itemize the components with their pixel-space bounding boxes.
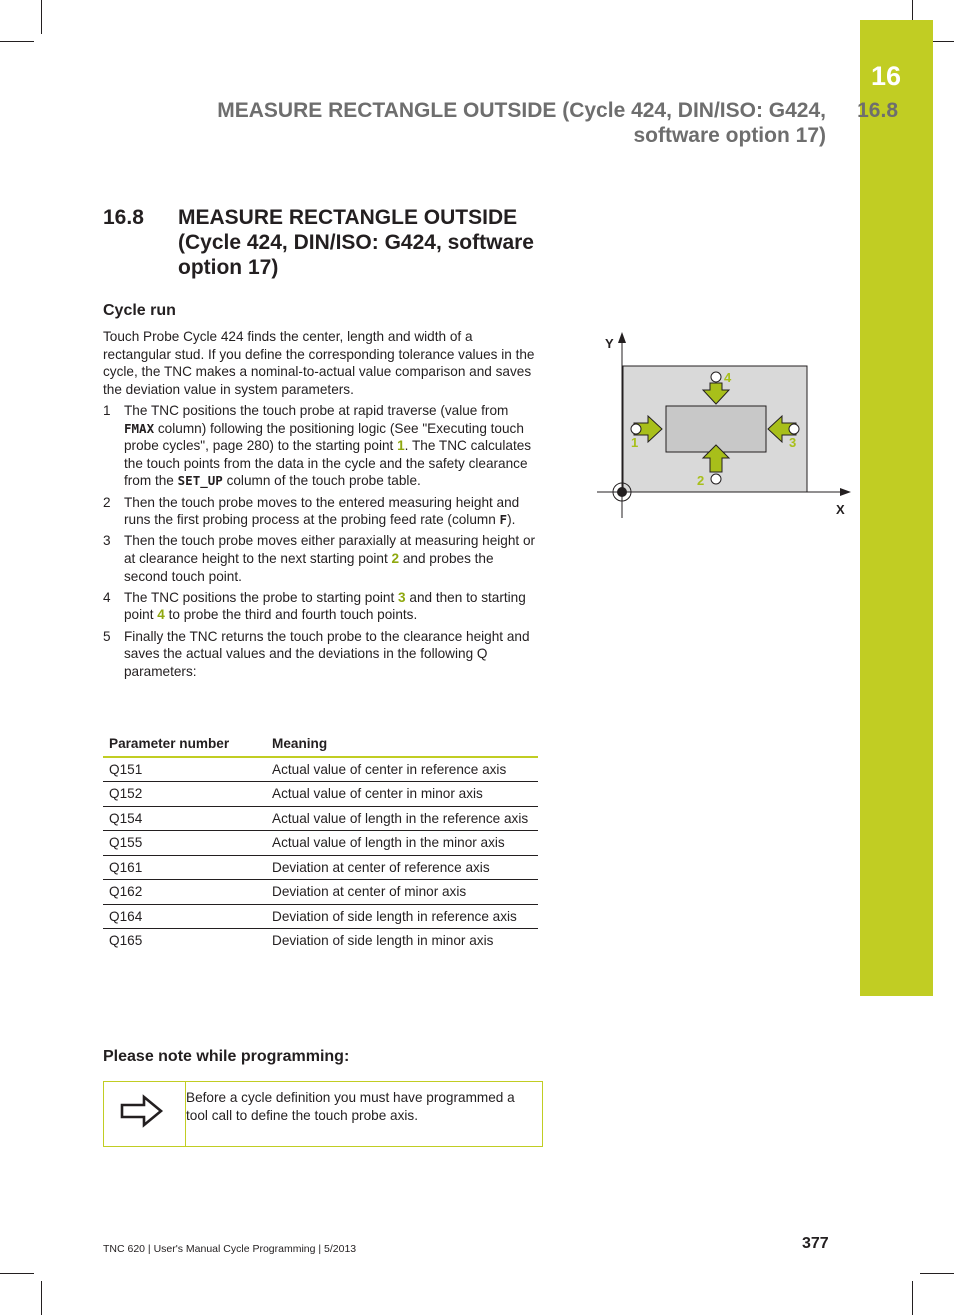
footer-text: TNC 620 | User's Manual Cycle Programming | 5/2013 bbox=[103, 1243, 357, 1255]
start-point-2-icon bbox=[711, 474, 721, 484]
meaning-cell: Deviation of side length in minor axis bbox=[272, 933, 494, 948]
parameter-cell: Q155 bbox=[103, 831, 266, 856]
table-row bbox=[103, 806, 538, 831]
y-axis-label: Y bbox=[605, 336, 614, 351]
parameter-table bbox=[103, 732, 538, 953]
page-number: 377 bbox=[802, 1235, 829, 1252]
parameter-cell: Q151 bbox=[103, 757, 266, 782]
table-row bbox=[103, 782, 538, 807]
section-number: 16.8 bbox=[103, 206, 144, 229]
running-head bbox=[146, 98, 898, 148]
list-item: 1 The TNC positions the touch probe at rapid traverse (value from FMAX column) following the positioning logic (See "Executing touch probe cycles", page 280) to the starting point 1. The TNC calculates the touch points from the data in the cycle and the safety clearance from the SET_UP column of the touch probe table. bbox=[103, 403, 532, 489]
step-list bbox=[103, 402, 538, 684]
arrow-right-icon bbox=[120, 1094, 164, 1128]
start-point-1-icon bbox=[631, 424, 641, 434]
y-axis-arrow bbox=[618, 332, 626, 343]
cycle-run-intro: Touch Probe Cycle 424 finds the center, length and width of a rectangular stud. If you define the corresponding tolerance values in the cycle, the TNC makes a nominal-to-actual value comparison and saves the deviation value in system parameters. bbox=[103, 329, 535, 397]
crop-mark bbox=[912, 1281, 913, 1315]
x-axis-label: X bbox=[836, 502, 845, 517]
cycle-run-heading: Cycle run bbox=[103, 302, 176, 319]
crop-mark bbox=[41, 1281, 42, 1315]
table-row bbox=[103, 757, 538, 782]
start-point-3-icon bbox=[789, 424, 799, 434]
meaning-cell: Deviation at center of minor axis bbox=[266, 880, 538, 905]
column-header: Meaning bbox=[266, 732, 538, 757]
table-row bbox=[103, 855, 538, 880]
x-axis-arrow bbox=[840, 488, 851, 496]
meaning-cell: Deviation of side length in reference axis bbox=[266, 904, 538, 929]
parameter-cell: Q164 bbox=[103, 904, 266, 929]
running-head-section: 16.8 bbox=[857, 99, 898, 122]
point-label-1: 1 bbox=[631, 435, 639, 450]
list-item: 5 Finally the TNC returns the touch probe to the clearance height and saves the actual values and the deviations in the following Q parameters: bbox=[103, 628, 530, 679]
meaning-cell: Actual value of length in the reference axis bbox=[266, 806, 538, 831]
list-item: 3 Then the touch probe moves either paraxially at measuring height or at clearance height to the next starting point 2 and probes the second touch point. bbox=[103, 533, 536, 584]
section-title: MEASURE RECTANGLE OUTSIDE (Cycle 424, DIN/ISO: G424, software option 17) bbox=[178, 206, 534, 279]
chapter-number: 16 bbox=[871, 61, 902, 91]
note-heading: Please note while programming: bbox=[103, 1048, 350, 1065]
crop-mark bbox=[0, 1273, 34, 1274]
crop-mark bbox=[920, 1273, 954, 1274]
running-head-title: MEASURE RECTANGLE OUTSIDE (Cycle 424, DIN/ISO: G424, bbox=[217, 99, 826, 122]
parameter-cell: Q165 bbox=[109, 933, 143, 948]
crop-mark bbox=[0, 41, 34, 42]
parameter-cell: Q162 bbox=[103, 880, 266, 905]
table-header-row bbox=[103, 732, 538, 757]
table-row bbox=[103, 929, 538, 953]
point-label-4: 4 bbox=[724, 370, 732, 385]
chapter-tab bbox=[860, 20, 933, 996]
parameter-cell: Q152 bbox=[103, 782, 266, 807]
meaning-cell: Deviation at center of reference axis bbox=[266, 855, 538, 880]
origin-dot bbox=[617, 487, 627, 497]
table-row bbox=[103, 904, 538, 929]
parameter-cell: Q161 bbox=[103, 855, 266, 880]
meaning-cell: Actual value of length in the minor axis bbox=[266, 831, 538, 856]
column-header: Parameter number bbox=[103, 732, 266, 757]
list-item: 2 Then the touch probe moves to the entered measuring height and runs the first probing process at the probing feed rate (column F). bbox=[103, 494, 520, 528]
probe-diagram bbox=[595, 332, 855, 522]
parameter-cell: Q154 bbox=[103, 806, 266, 831]
running-head-title-line2: software option 17) bbox=[633, 124, 826, 147]
start-point-4-icon bbox=[711, 372, 721, 382]
meaning-cell: Actual value of center in minor axis bbox=[266, 782, 538, 807]
table-row bbox=[103, 880, 538, 905]
point-label-2: 2 bbox=[697, 473, 705, 488]
list-item: 4 The TNC positions the probe to starting point 3 and then to starting point 4 to probe the third and fourth touch points. bbox=[103, 589, 526, 623]
crop-mark bbox=[41, 0, 42, 34]
point-label-3: 3 bbox=[789, 435, 797, 450]
table-row bbox=[103, 831, 538, 856]
meaning-cell: Actual value of center in reference axis bbox=[266, 757, 538, 782]
note-text: Before a cycle definition you must have programmed a tool call to define the touch probe axis. bbox=[186, 1090, 515, 1123]
